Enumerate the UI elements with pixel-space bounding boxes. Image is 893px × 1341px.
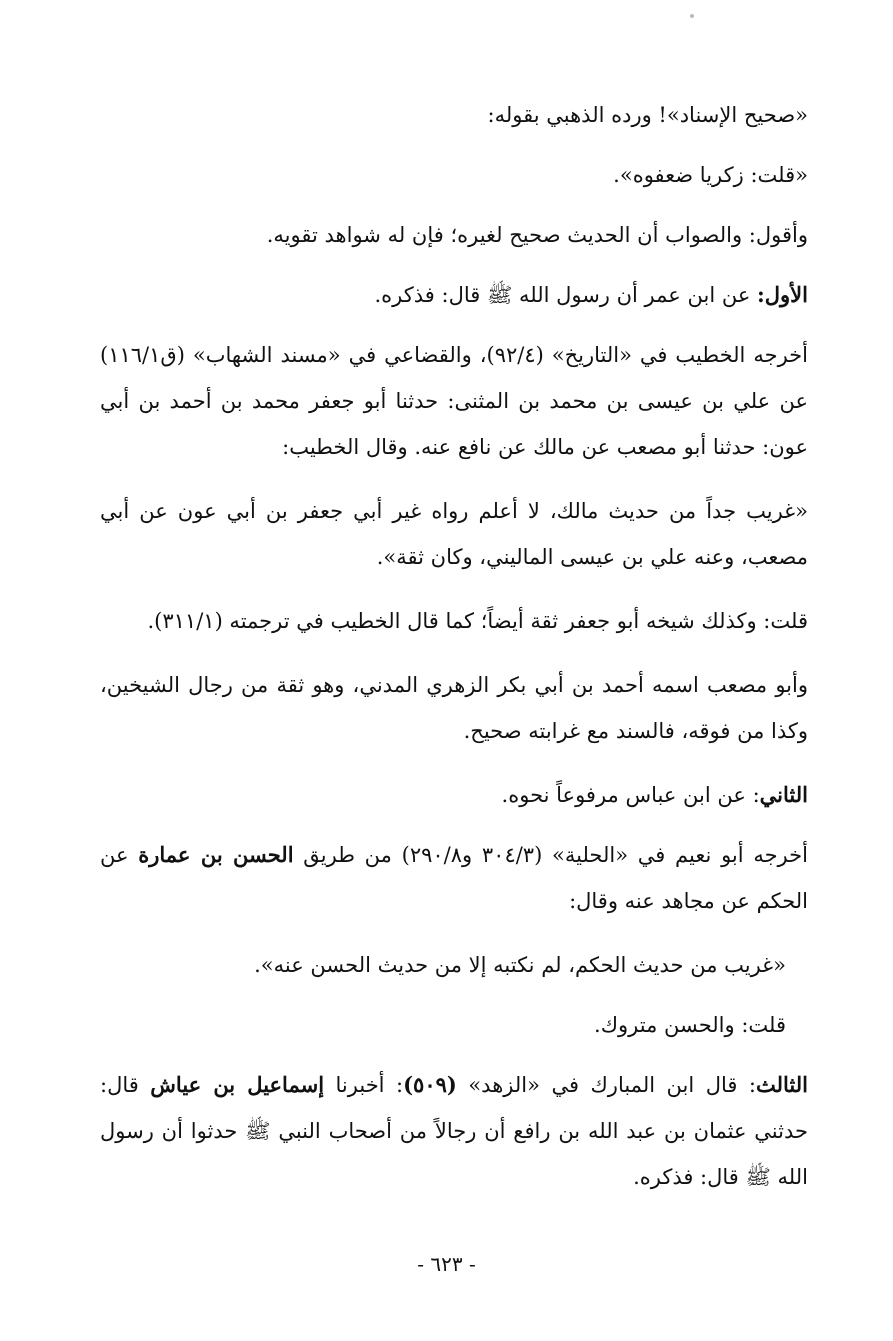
paragraph-3: [100, 212, 850, 258]
paragraph-1: [100, 92, 850, 138]
paragraph-8: [100, 662, 850, 754]
paragraph-6: [100, 488, 850, 580]
paragraph-4: [100, 272, 850, 318]
paragraph-13-narrator: إسماعيل بن عياش: [150, 1072, 325, 1097]
paragraph-12-text: قلت: والحسن متروك.: [594, 1013, 786, 1037]
paragraph-11-text: «غريب من حديث الحكم، لم نكتبه إلا من حديث الحسن عنه».: [254, 953, 786, 977]
paragraph-10-text-a: أخرجه أبو نعيم في «الحلية» (٣٠٤/٣ و٢٩٠/٨) من طريق: [293, 843, 808, 867]
paragraph-13: [100, 1062, 850, 1200]
paragraph-13-text-a: : قال ابن المبارك في «الزهد»: [456, 1073, 756, 1097]
paragraph-3-text: وأقول: والصواب أن الحديث صحيح لغيره؛ فإن له شواهد تقويه.: [266, 223, 808, 247]
paragraph-1-text: «صحيح الإسناد»! ورده الذهبي بقوله:: [487, 103, 808, 127]
paragraph-2-text: «قلت: زكريا ضعفوه».: [613, 163, 808, 187]
paragraph-7: [100, 598, 850, 644]
paragraph-5-text: أخرجه الخطيب في «التاريخ» (٩٢/٤)، والقضاعي في «مسند الشهاب» (ق١١٦/١) عن علي بن عيسى بن محمد بن المثنى: حدثنا أبو جعفر محمد بن أحمد بن أبي عون: حدثنا أبو مصعب عن مالك عن نافع عنه. وقال الخطيب:: [100, 343, 808, 459]
paragraph-13-reference: (٥٠٩): [403, 1072, 457, 1097]
paragraph-8-text: وأبو مصعب اسمه أحمد بن أبي بكر الزهري المدني، وهو ثقة من رجال الشيخين، وكذا من فوقه، فالسند مع غرابته صحيح.: [100, 673, 808, 743]
scan-speck: [690, 14, 694, 18]
body-text: [100, 92, 850, 1218]
paragraph-4-text: عن ابن عمر أن رسول الله ﷺ قال: فذكره.: [374, 283, 758, 307]
paragraph-13-heading: الثالث: [756, 1072, 808, 1097]
paragraph-9-text: : عن ابن عباس مرفوعاً نحوه.: [501, 783, 760, 807]
paragraph-7-text: قلت: وكذلك شيخه أبو جعفر ثقة أيضاً؛ كما قال الخطيب في ترجمته (٣١١/١).: [147, 609, 808, 633]
paragraph-12: [100, 1002, 850, 1048]
paragraph-10: [100, 832, 850, 924]
paragraph-4-heading: الأول:: [757, 282, 808, 307]
page-number: - ٦٢٣ -: [417, 1252, 476, 1276]
paragraph-9-heading: الثاني: [759, 782, 808, 807]
paragraph-2: [100, 152, 850, 198]
paragraph-13-text-c: قال: حدثني عثمان بن عبد الله بن رافع أن رجالاً من أصحاب النبي ﷺ حدثوا أن رسول الله ﷺ قال: فذكره.: [100, 1073, 808, 1189]
paragraph-9: [100, 772, 850, 818]
paragraph-13-text-b: : أخبرنا: [324, 1073, 404, 1097]
paragraph-6-text: «غريب جداً من حديث مالك، لا أعلم رواه غير أبي جعفر بن أبي عون عن أبي مصعب، وعنه علي بن عيسى الماليني، وكان ثقة».: [100, 499, 808, 569]
paragraph-5: [100, 332, 850, 470]
paragraph-11: [100, 942, 850, 988]
paragraph-10-text-b: عن الحكم عن مجاهد عنه وقال:: [100, 843, 808, 913]
paragraph-10-narrator: الحسن بن عمارة: [138, 842, 294, 867]
